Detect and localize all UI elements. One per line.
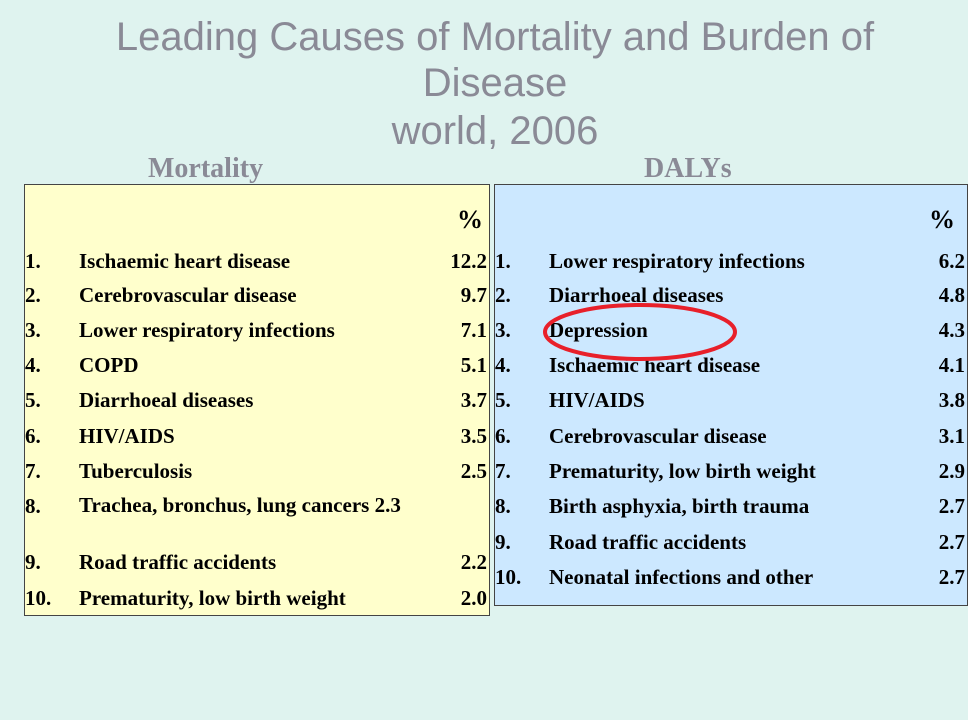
rank: 1. <box>25 249 41 273</box>
cause-label: Prematurity, low birth weight <box>549 459 816 483</box>
rank: 10. <box>25 586 52 610</box>
cause-label: Trachea, bronchus, lung cancers 2.3 <box>79 493 401 517</box>
rank: 6. <box>25 424 41 448</box>
rank: 8. <box>25 494 41 518</box>
rank: 4. <box>25 353 41 377</box>
cause-label: Prematurity, low birth weight <box>79 586 346 610</box>
mortality-table <box>24 184 490 616</box>
cause-value: 2.5 <box>460 459 487 483</box>
cause-label: Diarrhoeal diseases <box>549 283 724 307</box>
dalys-percent-header: % <box>929 205 955 234</box>
cause-value: 2.0 <box>460 586 487 610</box>
rank: 7. <box>495 459 511 483</box>
rank: 2. <box>495 283 511 307</box>
dalys-table <box>494 184 968 606</box>
cause-label: Ischaemic heart disease <box>549 353 761 377</box>
cause-value: 3.5 <box>460 424 487 448</box>
rank: 2. <box>25 283 41 307</box>
slide-subtitle: world, 2006 <box>391 109 599 153</box>
mortality-heading: Mortality <box>148 153 264 184</box>
rank: 1. <box>495 249 511 273</box>
cause-value: 5.1 <box>460 353 487 377</box>
cause-label: Lower respiratory infections <box>79 318 335 342</box>
slide-title-line1: Leading Causes of Mortality and Burden of <box>115 15 875 59</box>
cause-value: 2.9 <box>938 459 965 483</box>
cause-value: 4.8 <box>938 283 965 307</box>
mortality-percent-header: % <box>457 205 483 234</box>
rank: 3. <box>25 318 41 342</box>
cause-label: COPD <box>79 353 139 377</box>
cause-label: HIV/AIDS <box>79 424 175 448</box>
cause-value: 9.7 <box>460 283 487 307</box>
cause-label: Lower respiratory infections <box>549 249 805 273</box>
cause-value: 2.7 <box>938 565 965 589</box>
cause-value: 12.2 <box>450 249 487 273</box>
cause-label: Birth asphyxia, birth trauma <box>549 494 810 518</box>
rank: 7. <box>25 459 41 483</box>
cause-label: Cerebrovascular disease <box>549 424 767 448</box>
rank: 10. <box>495 565 522 589</box>
rank: 5. <box>495 388 511 412</box>
cause-value: 2.7 <box>938 494 965 518</box>
rank: 9. <box>25 550 41 574</box>
cause-value: 2.2 <box>460 550 487 574</box>
cause-label: Cerebrovascular disease <box>79 283 297 307</box>
rank: 6. <box>495 424 511 448</box>
cause-value: 4.3 <box>938 318 965 342</box>
dalys-heading: DALYs <box>644 153 732 184</box>
cause-label: HIV/AIDS <box>549 388 645 412</box>
highlight-ellipse-shape <box>545 305 735 359</box>
cause-value: 3.8 <box>938 388 965 412</box>
cause-label: Depression <box>549 318 648 342</box>
cause-label: Tuberculosis <box>79 459 193 483</box>
highlight-ellipse <box>540 300 740 364</box>
rank: 8. <box>495 494 511 518</box>
cause-label: Ischaemic heart disease <box>79 249 291 273</box>
cause-value: 3.7 <box>460 388 487 412</box>
cause-label: Road traffic accidents <box>79 550 277 574</box>
rank: 5. <box>25 388 41 412</box>
rank: 9. <box>495 530 511 554</box>
cause-value: 6.2 <box>938 249 965 273</box>
cause-value: 2.7 <box>938 530 965 554</box>
cause-label: Neonatal infections and other <box>549 565 814 589</box>
cause-label: Diarrhoeal diseases <box>79 388 254 412</box>
slide-title-line2: Disease <box>422 61 568 105</box>
cause-value: 4.1 <box>938 353 965 377</box>
cause-value: 3.1 <box>938 424 965 448</box>
rank: 3. <box>495 318 511 342</box>
rank: 4. <box>495 353 511 377</box>
cause-label: Road traffic accidents <box>549 530 747 554</box>
cause-value: 7.1 <box>460 318 487 342</box>
